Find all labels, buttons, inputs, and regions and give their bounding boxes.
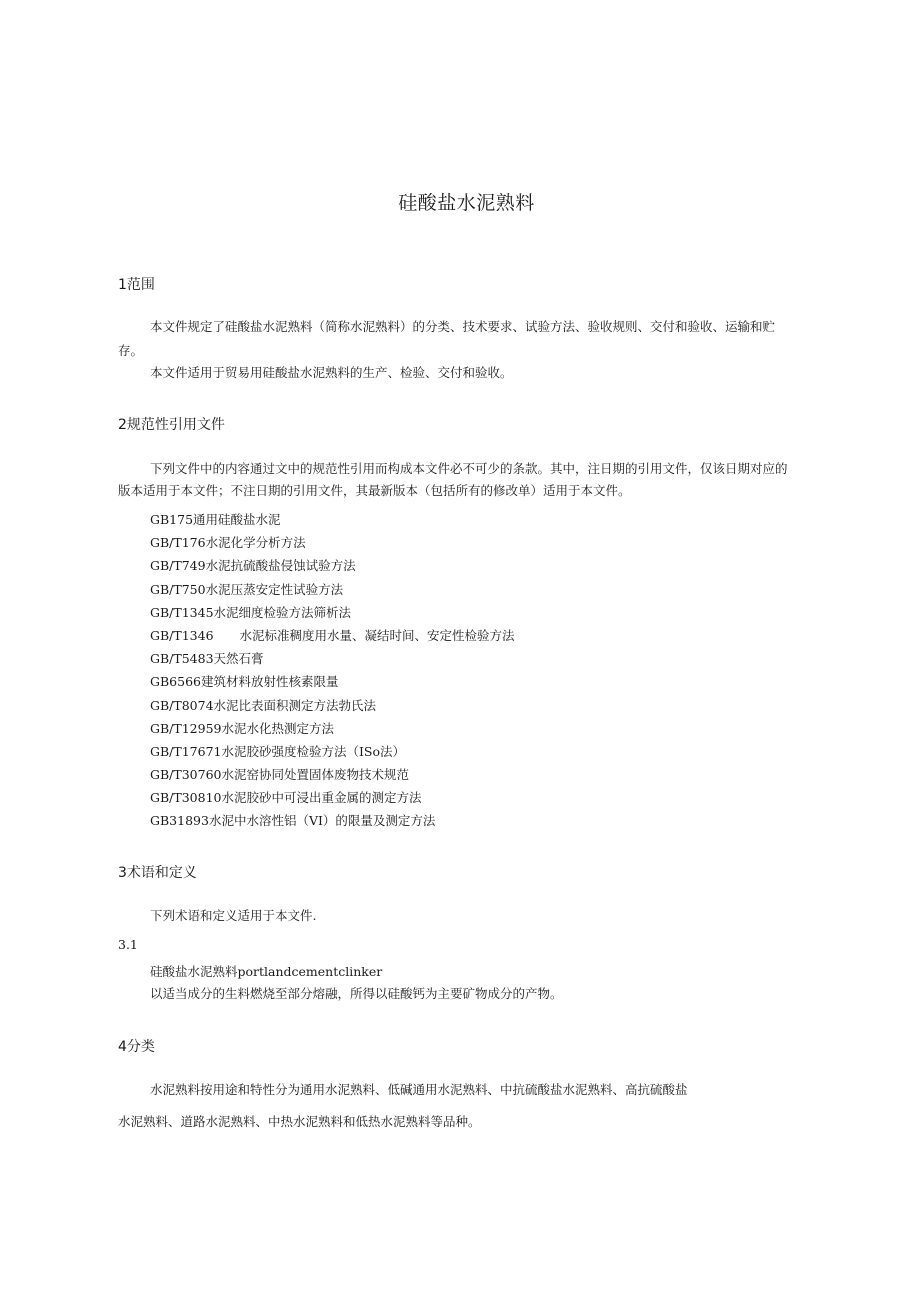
- reference-code: GB/T176: [150, 535, 206, 551]
- reference-title: 水泥标准稠度用水量、凝结时间、安定性检验方法: [239, 627, 515, 643]
- reference-item: [150, 647, 515, 670]
- reference-code: GB6566: [150, 674, 201, 690]
- reference-title: 水泥抗硫酸盐侵蚀试验方法: [205, 558, 356, 574]
- reference-title: 水泥化学分析方法: [205, 535, 306, 551]
- reference-item: [150, 694, 515, 717]
- reference-title: 水泥水化热测定方法: [221, 720, 334, 736]
- reference-code: GB/T749: [150, 558, 206, 574]
- reference-title: 水泥胶砂强度检验方法（ISo法）: [221, 743, 406, 759]
- reference-code: GB31893: [150, 813, 209, 829]
- reference-code: GB/T750: [150, 581, 206, 597]
- scope-paragraph-1-line-1: 本文件规定了硅酸盐水泥熟料（简称水泥熟料）的分类、技术要求、试验方法、验收规则、交付和验收、运输和贮: [150, 319, 776, 334]
- reference-item: [150, 670, 515, 693]
- reference-title: 水泥压蒸安定性试验方法: [205, 581, 344, 597]
- reference-item: [150, 809, 515, 832]
- normative-intro-line-2: 版本适用于本文件；不注日期的引用文件，其最新版本（包括所有的修改单）适用于本文件。: [118, 483, 631, 498]
- reference-item: [150, 624, 515, 647]
- reference-item: [150, 601, 515, 624]
- reference-item: [150, 763, 515, 786]
- reference-title: 通用硅酸盐水泥: [193, 512, 281, 527]
- document-title: 硅酸盐水泥熟料: [398, 192, 535, 214]
- term-number: 3.1: [118, 937, 138, 952]
- reference-title: 天然石膏: [213, 651, 264, 667]
- normative-intro-line-1: 下列文件中的内容通过文中的规范性引用而构成本文件必不可少的条款。其中，注日期的引用文件，仅该日期对应的: [150, 461, 788, 476]
- term-definition: 以适当成分的生料燃烧至部分熔融，所得以硅酸钙为主要矿物成分的产物。: [150, 986, 563, 1001]
- reference-code: GB/T30810: [150, 790, 222, 806]
- reference-item: [150, 740, 515, 763]
- scope-paragraph-2: 本文件适用于贸易用硅酸盐水泥熟料的生产、检验、交付和验收。: [150, 365, 513, 380]
- reference-item: [150, 786, 515, 809]
- reference-code: GB/T12959: [150, 720, 222, 736]
- scope-paragraph-1-line-2: 存。: [118, 343, 144, 358]
- reference-code: GB/T1345: [150, 604, 214, 620]
- reference-title: 水泥细度检验方法筛析法: [213, 604, 352, 620]
- reference-item: [150, 508, 515, 531]
- reference-code: GB/T17671: [150, 743, 222, 759]
- reference-code: GB/T30760: [150, 767, 222, 783]
- reference-code: GB/T8074: [150, 697, 214, 713]
- classification-paragraph-line-1: 水泥熟料按用途和特性分为通用水泥熟料、低碱通用水泥熟料、中抗硫酸盐水泥熟料、高抗硫酸盐: [150, 1082, 688, 1097]
- reference-title: 水泥胶砂中可浸出重金属的测定方法: [221, 790, 422, 806]
- reference-code: GB175: [150, 512, 194, 527]
- reference-code: GB/T5483: [150, 651, 214, 667]
- term-name: 硅酸盐水泥熟料portlandcementclinker: [150, 964, 383, 979]
- reference-title: 水泥窑协同处置固体废物技术规范: [221, 767, 409, 783]
- reference-title: 水泥中水溶性铝（VI）的限量及测定方法: [208, 813, 436, 829]
- terms-intro: 下列术语和定义适用于本文件.: [150, 908, 317, 923]
- section-heading-classification: 4分类: [118, 1039, 155, 1055]
- classification-paragraph-line-2: 水泥熟料、道路水泥熟料、中热水泥熟料和低热水泥熟料等品种。: [118, 1114, 481, 1129]
- section-heading-normative-references: 2规范性引用文件: [118, 417, 225, 433]
- reference-item: [150, 578, 515, 601]
- reference-item: [150, 531, 515, 554]
- reference-title: 水泥比表面积测定方法勃氏法: [213, 697, 377, 713]
- reference-code: GB/T1346: [150, 627, 214, 643]
- reference-list: [150, 508, 515, 833]
- reference-item: [150, 554, 515, 577]
- section-heading-terms-definitions: 3术语和定义: [118, 865, 197, 881]
- reference-title: 建筑材料放射性核素限量: [200, 674, 339, 690]
- section-heading-scope: 1范围: [118, 277, 155, 293]
- reference-item: [150, 717, 515, 740]
